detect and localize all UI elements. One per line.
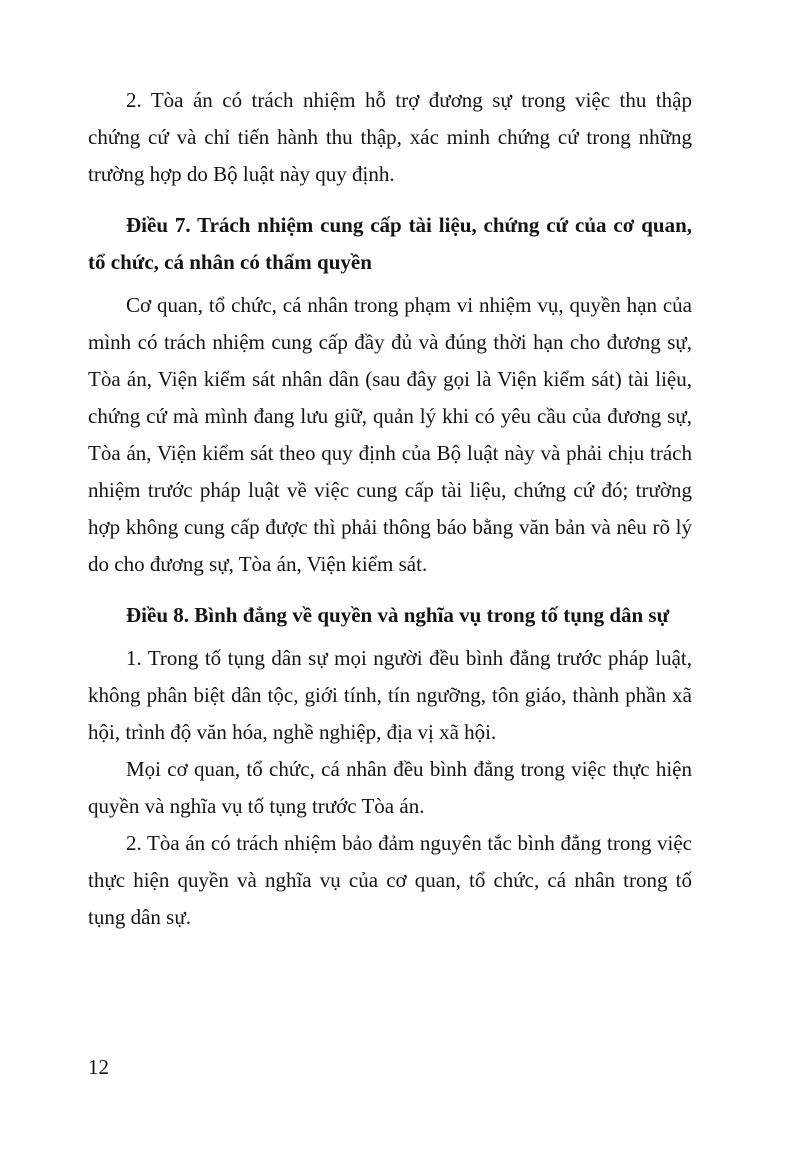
paragraph-continuation: 2. Tòa án có trách nhiệm hỗ trợ đương sự trong việc thu thập chứng cứ và chỉ tiến hành thu thập, xác minh chứng cứ trong những trường hợp do Bộ luật này quy định. [88,88,692,186]
page-number: 12 [88,1055,109,1079]
article-7-heading: Điều 7. Trách nhiệm cung cấp tài liệu, chứng cứ của cơ quan, tổ chức, cá nhân có thẩm quyền [88,213,692,274]
article-8-paragraph-2: Mọi cơ quan, tổ chức, cá nhân đều bình đẳng trong việc thực hiện quyền và nghĩa vụ tố tụng trước Tòa án. [88,757,692,818]
article-8-heading: Điều 8. Bình đẳng về quyền và nghĩa vụ trong tố tụng dân sự [126,603,670,627]
article-8-paragraph-3: 2. Tòa án có trách nhiệm bảo đảm nguyên tắc bình đẳng trong việc thực hiện quyền và nghĩa vụ của cơ quan, tổ chức, cá nhân trong tố tụng dân sự. [88,831,692,929]
article-7-body: Cơ quan, tổ chức, cá nhân trong phạm vi nhiệm vụ, quyền hạn của mình có trách nhiệm cung cấp đầy đủ và đúng thời hạn cho đương sự, Tòa án, Viện kiểm sát nhân dân (sau đây gọi là Viện kiểm sát) tài liệu, chứng cứ mà mình đang lưu giữ, quản lý khi có yêu cầu của đương sự, Tòa án, Viện kiểm sát theo quy định của Bộ luật này và phải chịu trách nhiệm trước pháp luật về việc cung cấp tài liệu, chứng cứ đó; trường hợp không cung cấp được thì phải thông báo bằng văn bản và nêu rõ lý do cho đương sự, Tòa án, Viện kiểm sát. [88,293,692,576]
article-8-paragraph-1: 1. Trong tố tụng dân sự mọi người đều bình đẳng trước pháp luật, không phân biệt dân tộc, giới tính, tín ngưỡng, tôn giáo, thành phần xã hội, trình độ văn hóa, nghề nghiệp, địa vị xã hội. [88,646,692,744]
page-content [88,82,692,936]
